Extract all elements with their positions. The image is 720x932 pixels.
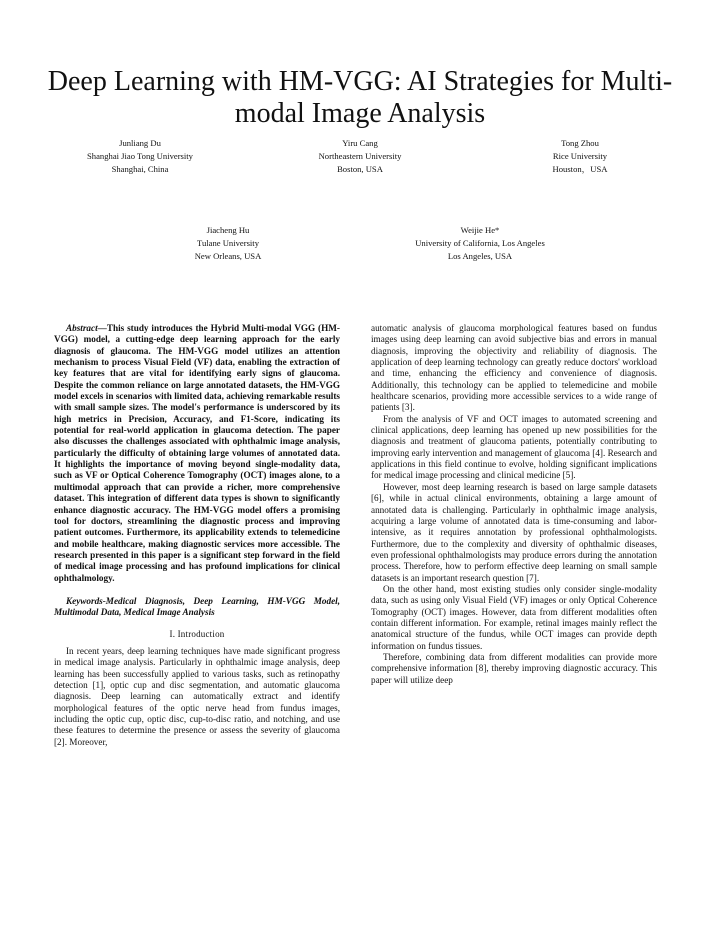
author-name: Jiacheng Hu [206, 225, 250, 235]
section-heading: I. Introduction [169, 628, 225, 639]
author-name: Junliang Du [119, 138, 161, 148]
author-name: Yiru Cang [342, 138, 378, 148]
author-affiliation: Rice University [552, 151, 608, 161]
author-affiliation: Northeastern University [318, 151, 402, 161]
body-paragraph: On the other hand, most existing studies only consider single-modality data, such as using only Visual Field (VF) images or only Optical Coherence Tomography (OCT) images. However, data from different modalities often contain different information. For example, retinal images mainly reflect the anatomical structure of the fundus, while OCT images can provide depth information on fundus tissues. [371, 583, 657, 651]
author-location: Boston, USA [337, 164, 383, 174]
author-name: Weijie He* [460, 225, 500, 235]
author-block [380, 224, 580, 263]
author-affiliation: Shanghai Jiao Tong University [87, 151, 193, 161]
author-block [128, 224, 328, 263]
author-name: Tong Zhou [561, 138, 599, 148]
author-block [40, 137, 240, 176]
abstract [54, 323, 340, 584]
body-paragraph: Therefore, combining data from different modalities can provide more comprehensive information [8], thereby improving diagnostic accuracy. This paper will utilize deep [371, 651, 657, 685]
right-column [371, 323, 657, 686]
author-affiliation: Tulane University [197, 238, 259, 248]
abstract-label: Abstract— [66, 323, 107, 333]
body-paragraph: However, most deep learning research is based on large sample datasets [6], while in actual clinical environments, obtaining a large amount of annotated data is challenging. Particularly in ophthalmic image analysis, acquiring a large volume of annotated data is time-consuming and labor-intensive, as it requires annotation by professional ophthalmologists. Furthermore, due to the complexity and diversity of ophthalmic diseases, even professional ophthalmologists may produce errors during the annotation process. Therefore, how to perform effective deep learning on small sample datasets is an important research question [7]. [371, 481, 657, 583]
abstract-text: This study introduces the Hybrid Multi-modal VGG (HM-VGG) model, a cutting-edge deep learning approach for the early diagnosis of glaucoma. The HM-VGG model utilizes an attention mechanism to process Visual Field (VF) data, enabling the extraction of key features that are vital for identifying early signs of glaucoma. Despite the common reliance on large annotated datasets, the HM-VGG model excels in scenarios with limited data, achieving remarkable results with small sample sizes. The model's performance is underscored by its high metrics in Precision, Accuracy, and F1-Score, indicating its potential for real-world application in glaucoma detection. The paper also discusses the challenges associated with ophthalmic image analysis, particularly the difficulty of obtaining large volumes of annotated data. It highlights the importance of moving beyond single-modality data, such as VF or Optical Coherence Tomography (OCT) images alone, to a multimodal approach that can provide a richer, more comprehensive dataset. This integration of different data types is shown to significantly enhance diagnostic accuracy. The HM-VGG model offers a promising tool for doctors, streamlining the diagnostic process and improving patient outcomes. Furthermore, its applicability extends to telemedicine and mobile healthcare, making diagnostic services more accessible. The research presented in this paper is a significant step forward in the field of medical image processing and has profound implications for clinical ophthalmology. [54, 323, 340, 583]
body-paragraph: In recent years, deep learning techniques have made significant progress in medical image analysis. Particularly in ophthalmic image analysis, deep learning has been successfully applied to various tasks, such as retinopathy detection [1], optic cup and disc segmentation, and automatic glaucoma diagnosis. Deep learning can automatically extract and identify morphological features of the optic nerve head from fundus images, including the optic cup, optic disc, cup-to-disc ratio, and notching, and use these features to determine the presence or assess the severity of glaucoma [2]. Moreover, [54, 645, 340, 747]
author-block [480, 137, 680, 176]
body-paragraph: automatic analysis of glaucoma morphological features based on fundus images using deep learning can avoid subjective bias and errors in manual diagnosis, improving the objectivity and reliability of diagnosis. The application of deep learning technology can greatly reduce doctors' workload and time, enhancing the efficiency and convenience of diagnosis. Additionally, this technology can be applied to telemedicine and mobile healthcare scenarios, providing more accessible services to a wide range of patients [3]. [371, 323, 657, 413]
paper-title: Deep Learning with HM-VGG: AI Strategies for Multi-modal Image Analysis [47, 66, 673, 129]
left-column [54, 323, 340, 748]
author-location: Houston，USA [552, 164, 608, 174]
body-paragraph: From the analysis of VF and OCT images to automated screening and clinical applications, deep learning has opened up new possibilities for the diagnosis and treatment of glaucoma patients, potentially contributing to improving early intervention and management of glaucoma [4]. Research and applications in this field continue to evolve, holding significant implications for medical image processing and clinical medicine [5]. [371, 413, 657, 481]
author-block [260, 137, 460, 176]
keywords: Keywords-Medical Diagnosis, Deep Learning, HM-VGG Model, Multimodal Data, Medical Image Analysis [54, 595, 340, 618]
author-location: Shanghai, China [111, 164, 169, 174]
author-affiliation: University of California, Los Angeles [415, 238, 545, 248]
author-location: Los Angeles, USA [447, 251, 513, 261]
author-location: New Orleans, USA [194, 251, 262, 261]
